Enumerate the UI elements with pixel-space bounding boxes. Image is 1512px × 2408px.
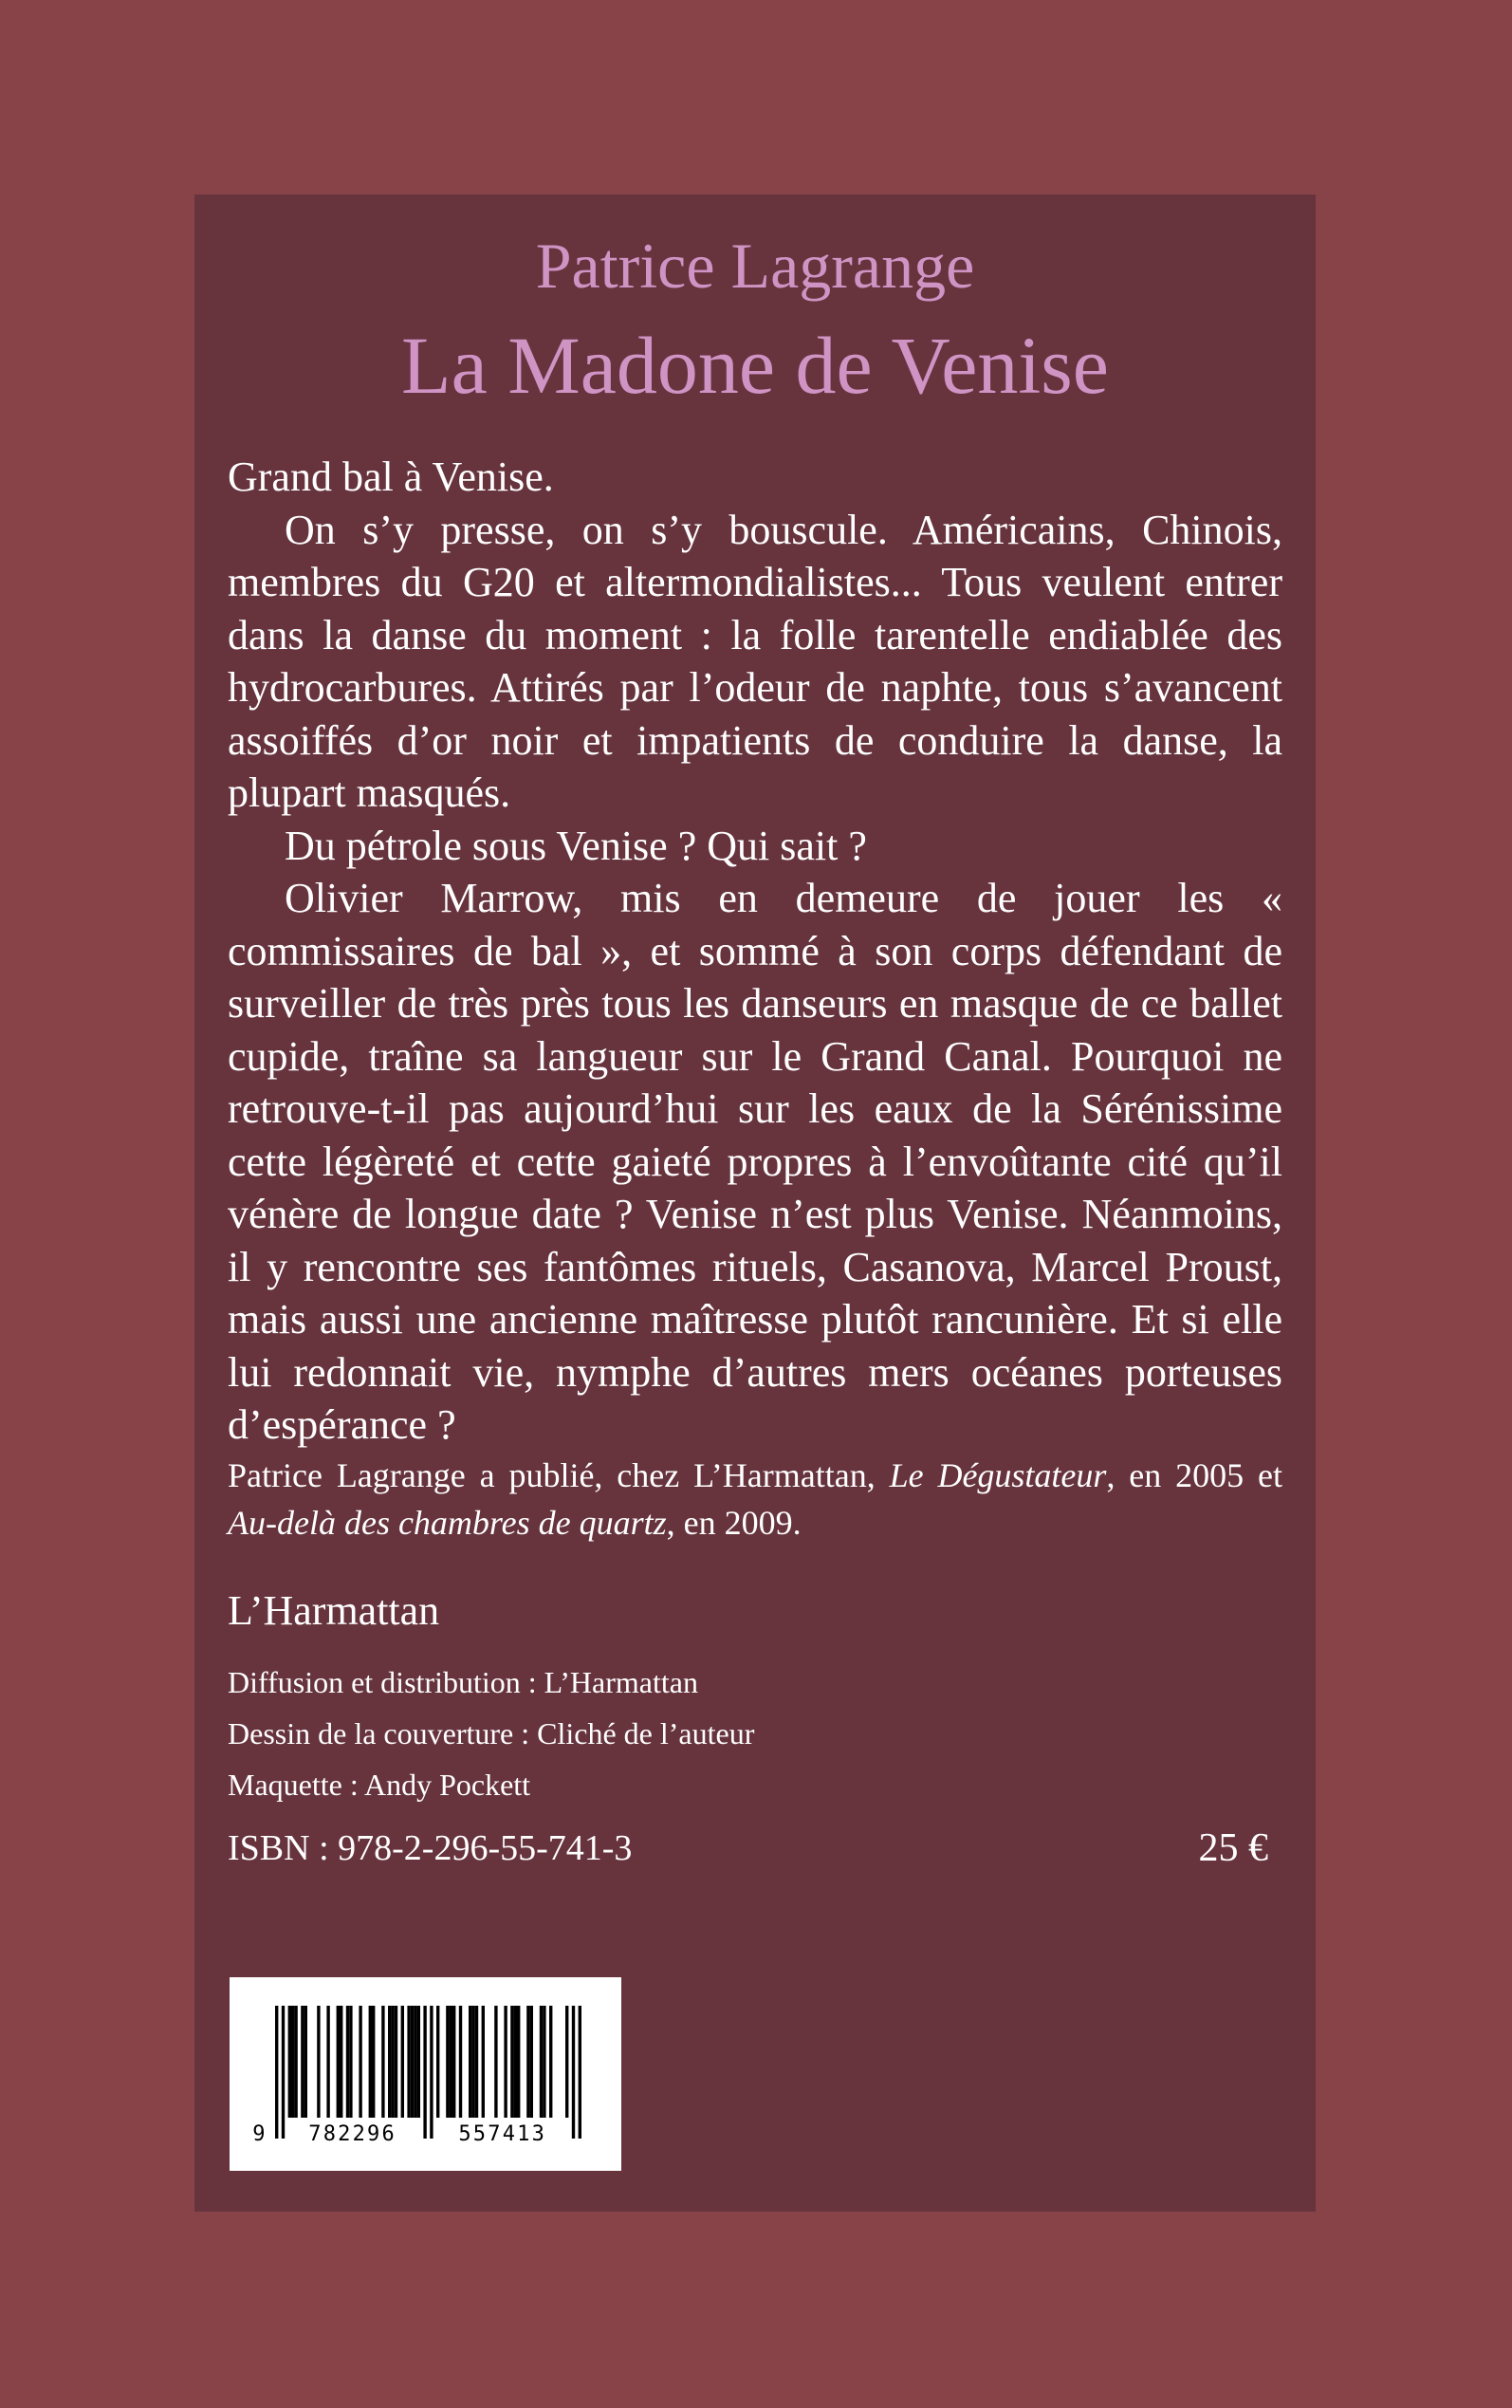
barcode-bar <box>469 2006 471 2118</box>
barcode-bar <box>381 2006 384 2118</box>
barcode-digits: 9 <box>252 2122 267 2146</box>
barcode-bar <box>430 2006 433 2139</box>
barcode-digits: 782296 <box>308 2122 396 2146</box>
barcode-bar <box>530 2006 533 2118</box>
blurb-paragraph: Du pétrole sous Venise ? Qui sait ? <box>285 822 867 869</box>
barcode-bar <box>282 2006 285 2139</box>
barcode-bar <box>275 2006 278 2139</box>
barcode-bar <box>388 2006 391 2118</box>
barcode-bar <box>346 2006 349 2118</box>
barcode-bar <box>372 2006 375 2118</box>
barcode-bar <box>436 2006 439 2118</box>
book-title: La Madone de Venise <box>401 320 1109 411</box>
back-cover-panel <box>194 194 1316 2212</box>
price: 25 € <box>1198 1826 1268 1870</box>
credit-cover-design: Dessin de la couverture : Cliché de l’auteur <box>228 1716 755 1750</box>
barcode-bar <box>369 2006 372 2118</box>
barcode <box>230 1977 621 2171</box>
barcode-bar <box>540 2006 543 2118</box>
barcode-bar <box>301 2006 304 2118</box>
barcode-bar <box>526 2006 529 2118</box>
bio-book-2: Au-delà des chambres de quartz <box>228 1504 667 1542</box>
barcode-bar <box>291 2006 294 2118</box>
credit-layout: Maquette : Andy Pockett <box>228 1768 531 1802</box>
barcode-bar <box>450 2006 452 2118</box>
barcode-bar <box>304 2006 307 2118</box>
blurb <box>228 451 1282 1452</box>
barcode-bar <box>326 2006 329 2118</box>
bio-mid: , en 2005 et <box>1106 1456 1282 1494</box>
barcode-bar <box>414 2006 416 2118</box>
bio-book-1: Le Dégustateur <box>889 1456 1107 1494</box>
author-name: Patrice Lagrange <box>535 230 975 302</box>
credit-distribution: Diffusion et distribution : L’Harmattan <box>228 1665 698 1699</box>
barcode-bar <box>572 2006 575 2139</box>
barcode-bar <box>359 2006 361 2118</box>
barcode-bar <box>510 2006 513 2118</box>
barcode-bar <box>340 2006 342 2118</box>
barcode-bar <box>407 2006 410 2118</box>
blurb-paragraph: On s’y presse, on s’y bouscule. Américains, Chinois, membres du G20 et altermondialistes... Tous veulent entrer dans la danse du moment : la folle tarentelle endiablée des hydrocarbures. Attirés par l’odeur de naphte, tous s’avancent assoiffés d’or noir et impatients de conduire la danse, la plupart masqués. <box>228 506 1282 816</box>
barcode-bar <box>395 2006 397 2118</box>
barcode-bar <box>494 2006 497 2118</box>
barcode-bar <box>543 2006 545 2118</box>
barcode-bar <box>565 2006 568 2118</box>
barcode-bar <box>337 2006 340 2118</box>
barcode-bar <box>417 2006 420 2118</box>
barcode-bar <box>579 2006 581 2139</box>
barcode-bar <box>294 2006 297 2118</box>
barcode-bar <box>471 2006 474 2118</box>
blurb-paragraph: Grand bal à Venise. <box>228 454 554 500</box>
barcode-bar <box>391 2006 394 2118</box>
barcode-digits: 557413 <box>458 2122 547 2146</box>
barcode-bar <box>504 2006 507 2118</box>
bio-suffix: , en 2009. <box>666 1504 802 1542</box>
blurb-paragraph: Olivier Marrow, mis en demeure de jouer les « commissaires de bal », et sommé à son corps défendant de surveiller de très près tous les danseurs en masque de ce ballet cupide, traîne sa langueur sur le Grand Canal. Pourquoi ne retrouve-t-il pas aujourd’hui sur les eaux de la Sérénissime cette légèreté et cette gaieté propres à l’envoûtante cité qu’il vénère de longue date ? Venise n’est plus Venise. Néanmoins, il y rencontre ses fantômes rituels, Casanova, Marcel Proust, mais aussi une ancienne maîtresse plutôt rancunière. Et si elle lui redonnait vie, nymphe d’autres mers océanes porteuses d’espérance ? <box>228 875 1282 1448</box>
barcode-bar <box>452 2006 455 2118</box>
isbn: ISBN : 978-2-296-55-741-3 <box>228 1828 633 1868</box>
barcode-bar <box>349 2006 352 2118</box>
publisher-name: L’Harmattan <box>228 1587 440 1634</box>
barcode-bar <box>446 2006 449 2118</box>
barcode-bar <box>423 2006 426 2139</box>
barcode-bar <box>459 2006 462 2118</box>
barcode-bar <box>517 2006 520 2118</box>
bio-prefix: Patrice Lagrange a publié, chez L’Harmattan, <box>228 1456 890 1494</box>
barcode-bar <box>514 2006 517 2118</box>
barcode-bar <box>549 2006 552 2118</box>
barcode-bar <box>317 2006 320 2118</box>
barcode-bar <box>401 2006 404 2118</box>
author-bio <box>228 1452 1282 1547</box>
barcode-bar <box>411 2006 414 2118</box>
barcode-graphic <box>230 1977 621 2171</box>
barcode-bar <box>482 2006 485 2118</box>
barcode-bar <box>288 2006 291 2118</box>
barcode-bar <box>475 2006 478 2118</box>
